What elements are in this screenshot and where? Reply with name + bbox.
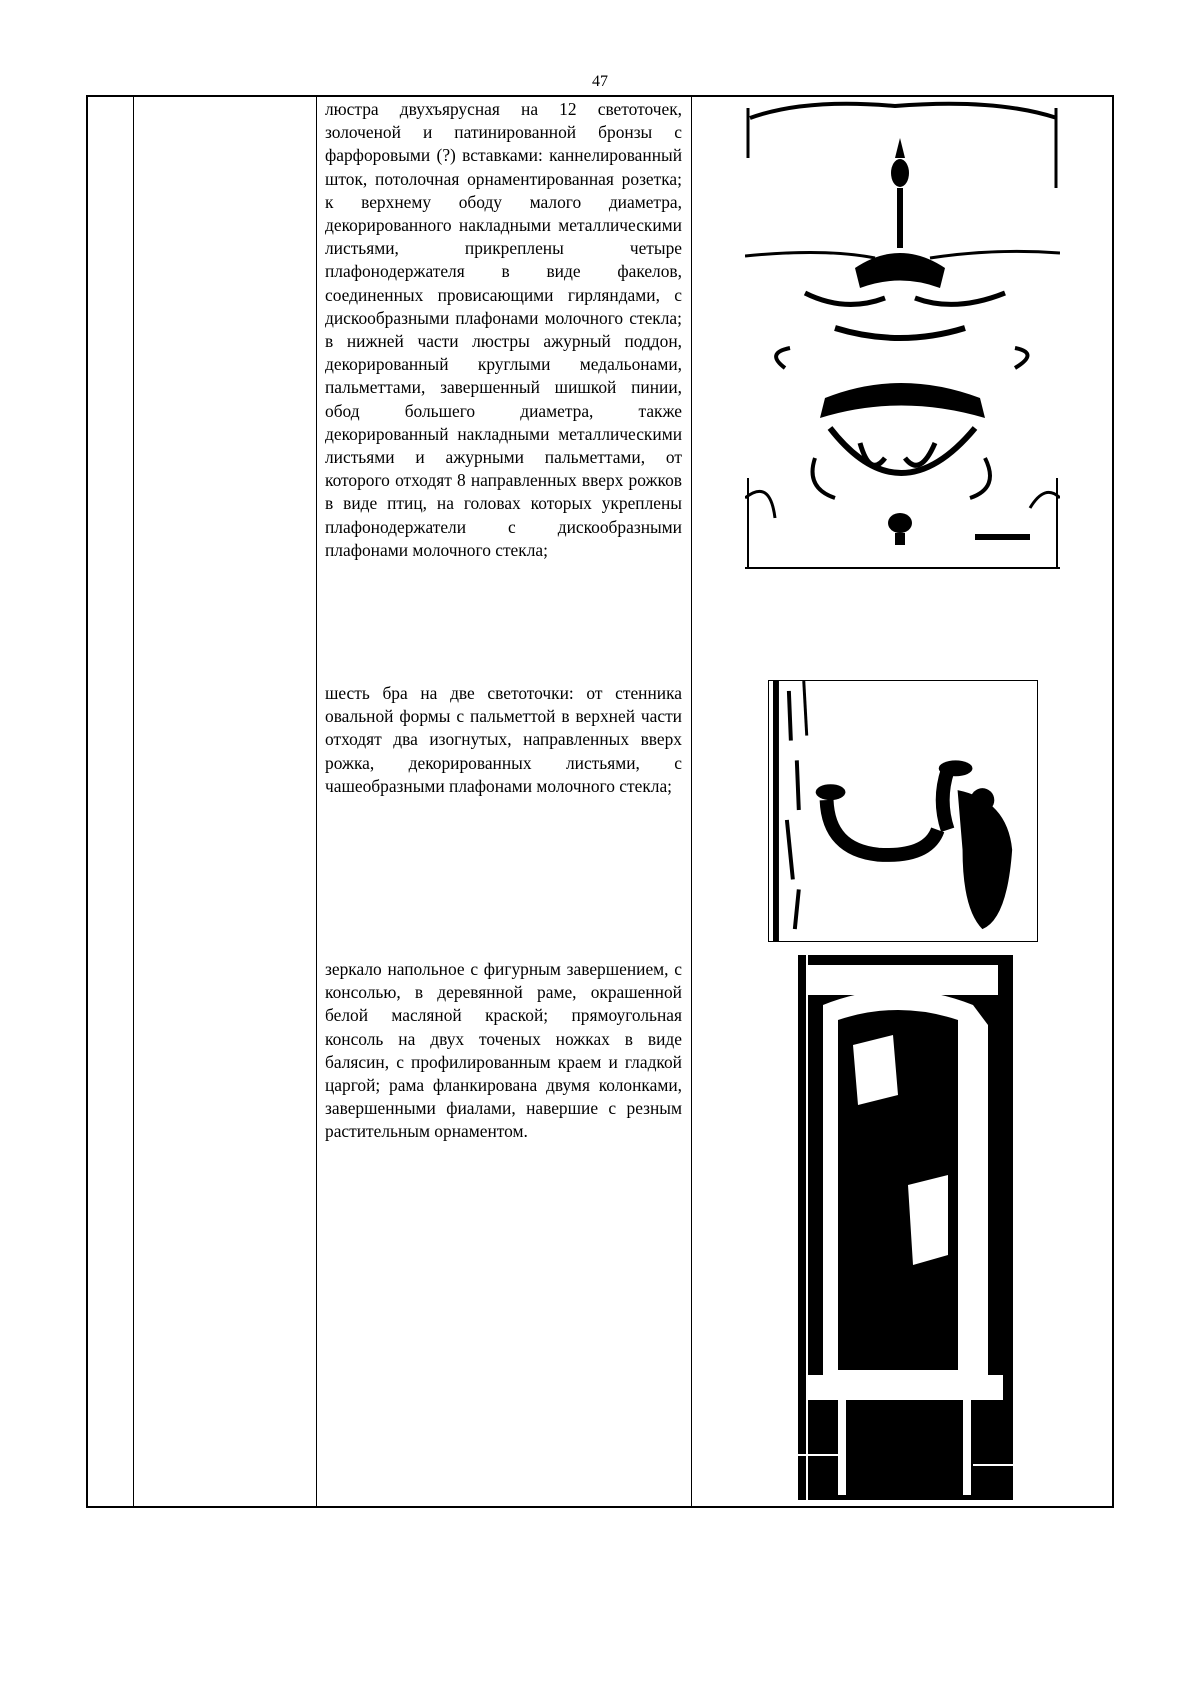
item-description-sconce: шесть бра на две светоточки: от стенника овальной формы с пальметтой в верхней части отходят два изогнутых, направленных вверх рожка, декорированных листьями, с чашеобразными плафонами молочного стекла;: [325, 683, 682, 796]
sconce-photo: [768, 680, 1038, 942]
column-divider-2: [316, 95, 317, 1508]
chandelier-photo: [745, 98, 1060, 573]
page-number: 47: [592, 73, 608, 90]
item-description-chandelier: люстра двухъярусная на 12 светоточек, золоченой и патинированной бронзы с фарфоровыми (?) вставками: каннелированный шток, потолочная орнаментированная розетка; к верхнему ободу малого диаметра, декорированного накладными металлическими листьями, прикреплены четыре плафонодержателя в виде факелов, соединенных провисающими гирляндами, с дискообразными плафонами молочного стекла; в нижней части люстры ажурный поддон, декорированный круглыми медальонами, пальметтами, завершенный шишкой пинии, обод большего диаметра, также декорированный накладными металлическими листьями и ажурными пальметтами, от которого отходят 8 направленных вверх рожков в виде птиц, на головах которых укреплены плафонодержатели с дискообразными плафонами молочного стекла;: [325, 99, 682, 560]
column-divider-1: [133, 95, 134, 1508]
column-divider-3: [691, 95, 692, 1508]
item-description-mirror: зеркало напольное с фигурным завершением, с консолью, в деревянной раме, окрашенной белой масляной краской; прямоугольная консоль на двух точеных ножках в виде балясин, с профилированным краем и гладкой царгой; рама фланкирована двумя колонками, завершенными фиалами, навершие с резным растительным орнаментом.: [325, 959, 682, 1142]
mirror-photo: [798, 955, 1013, 1500]
